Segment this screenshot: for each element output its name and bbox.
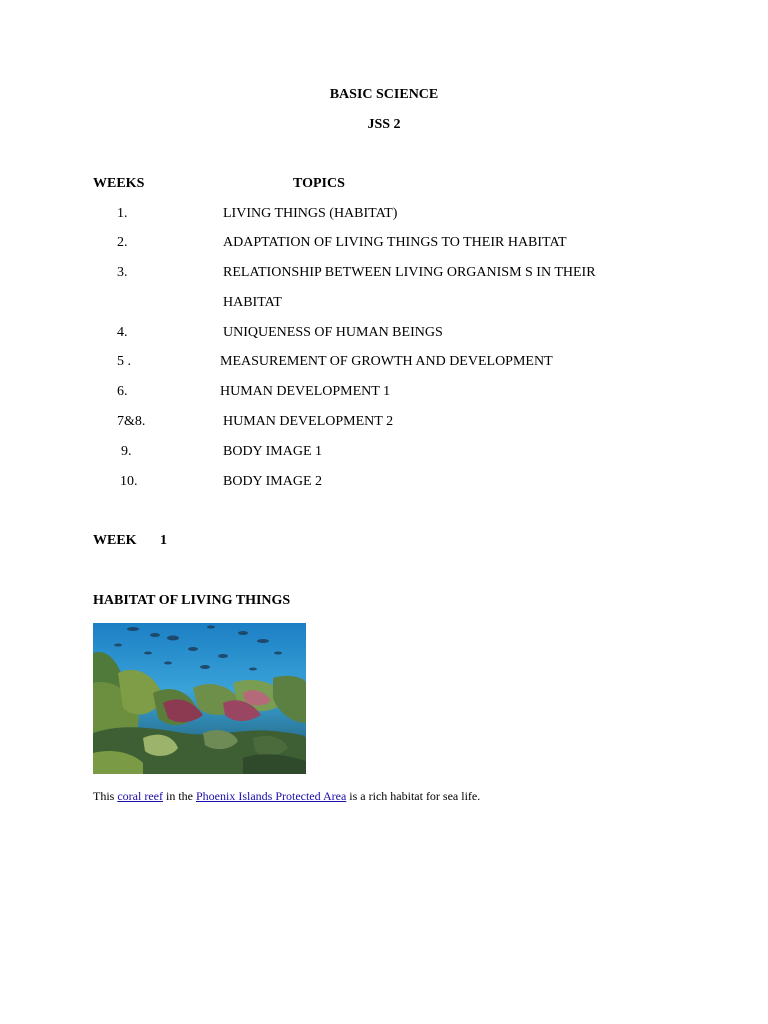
topic-text: HABITAT: [223, 295, 282, 310]
photo-caption: [93, 789, 480, 804]
week-number: 3.: [117, 265, 128, 280]
topic-text: MEASUREMENT OF GROWTH AND DEVELOPMENT: [220, 354, 553, 369]
section-heading: HABITAT OF LIVING THINGS: [93, 593, 291, 608]
topic-text: BODY IMAGE 1: [223, 444, 323, 459]
phoenix-islands-link[interactable]: Phoenix Islands Protected Area: [195, 789, 347, 803]
weeks-column-header: WEEKS: [93, 176, 145, 191]
topic-text: ADAPTATION OF LIVING THINGS TO THEIR HABITAT: [223, 235, 567, 250]
week-number: 6.: [117, 384, 128, 399]
week-label: WEEK: [93, 533, 137, 548]
week-number: 4.: [117, 325, 128, 340]
document-title: BASIC SCIENCE: [329, 87, 439, 102]
week-number: 1.: [117, 206, 128, 221]
coral-reef-link[interactable]: coral reef: [117, 789, 163, 803]
topic-text: HUMAN DEVELOPMENT 1: [220, 384, 391, 399]
topics-column-header: TOPICS: [293, 176, 345, 191]
week-number: 9.: [121, 444, 132, 459]
caption-suffix: is a rich habitat for sea life.: [346, 789, 481, 803]
week-number: 10.: [120, 474, 138, 489]
caption-prefix: This: [93, 789, 118, 803]
document-subtitle: JSS 2: [367, 117, 401, 132]
coral-reef-photo: [93, 623, 306, 774]
topic-text: RELATIONSHIP BETWEEN LIVING ORGANISM S IN THEIR: [223, 265, 596, 280]
topic-text: BODY IMAGE 2: [223, 474, 323, 489]
topic-text: UNIQUENESS OF HUMAN BEINGS: [223, 325, 443, 340]
week-number: 5 .: [117, 354, 131, 369]
week-number: 2.: [117, 235, 128, 250]
caption-middle: in the: [162, 789, 196, 803]
topic-text: LIVING THINGS (HABITAT): [223, 206, 398, 221]
topic-text: HUMAN DEVELOPMENT 2: [223, 414, 394, 429]
week-number: 7&8.: [117, 414, 146, 429]
week-number-label: 1: [160, 533, 167, 548]
